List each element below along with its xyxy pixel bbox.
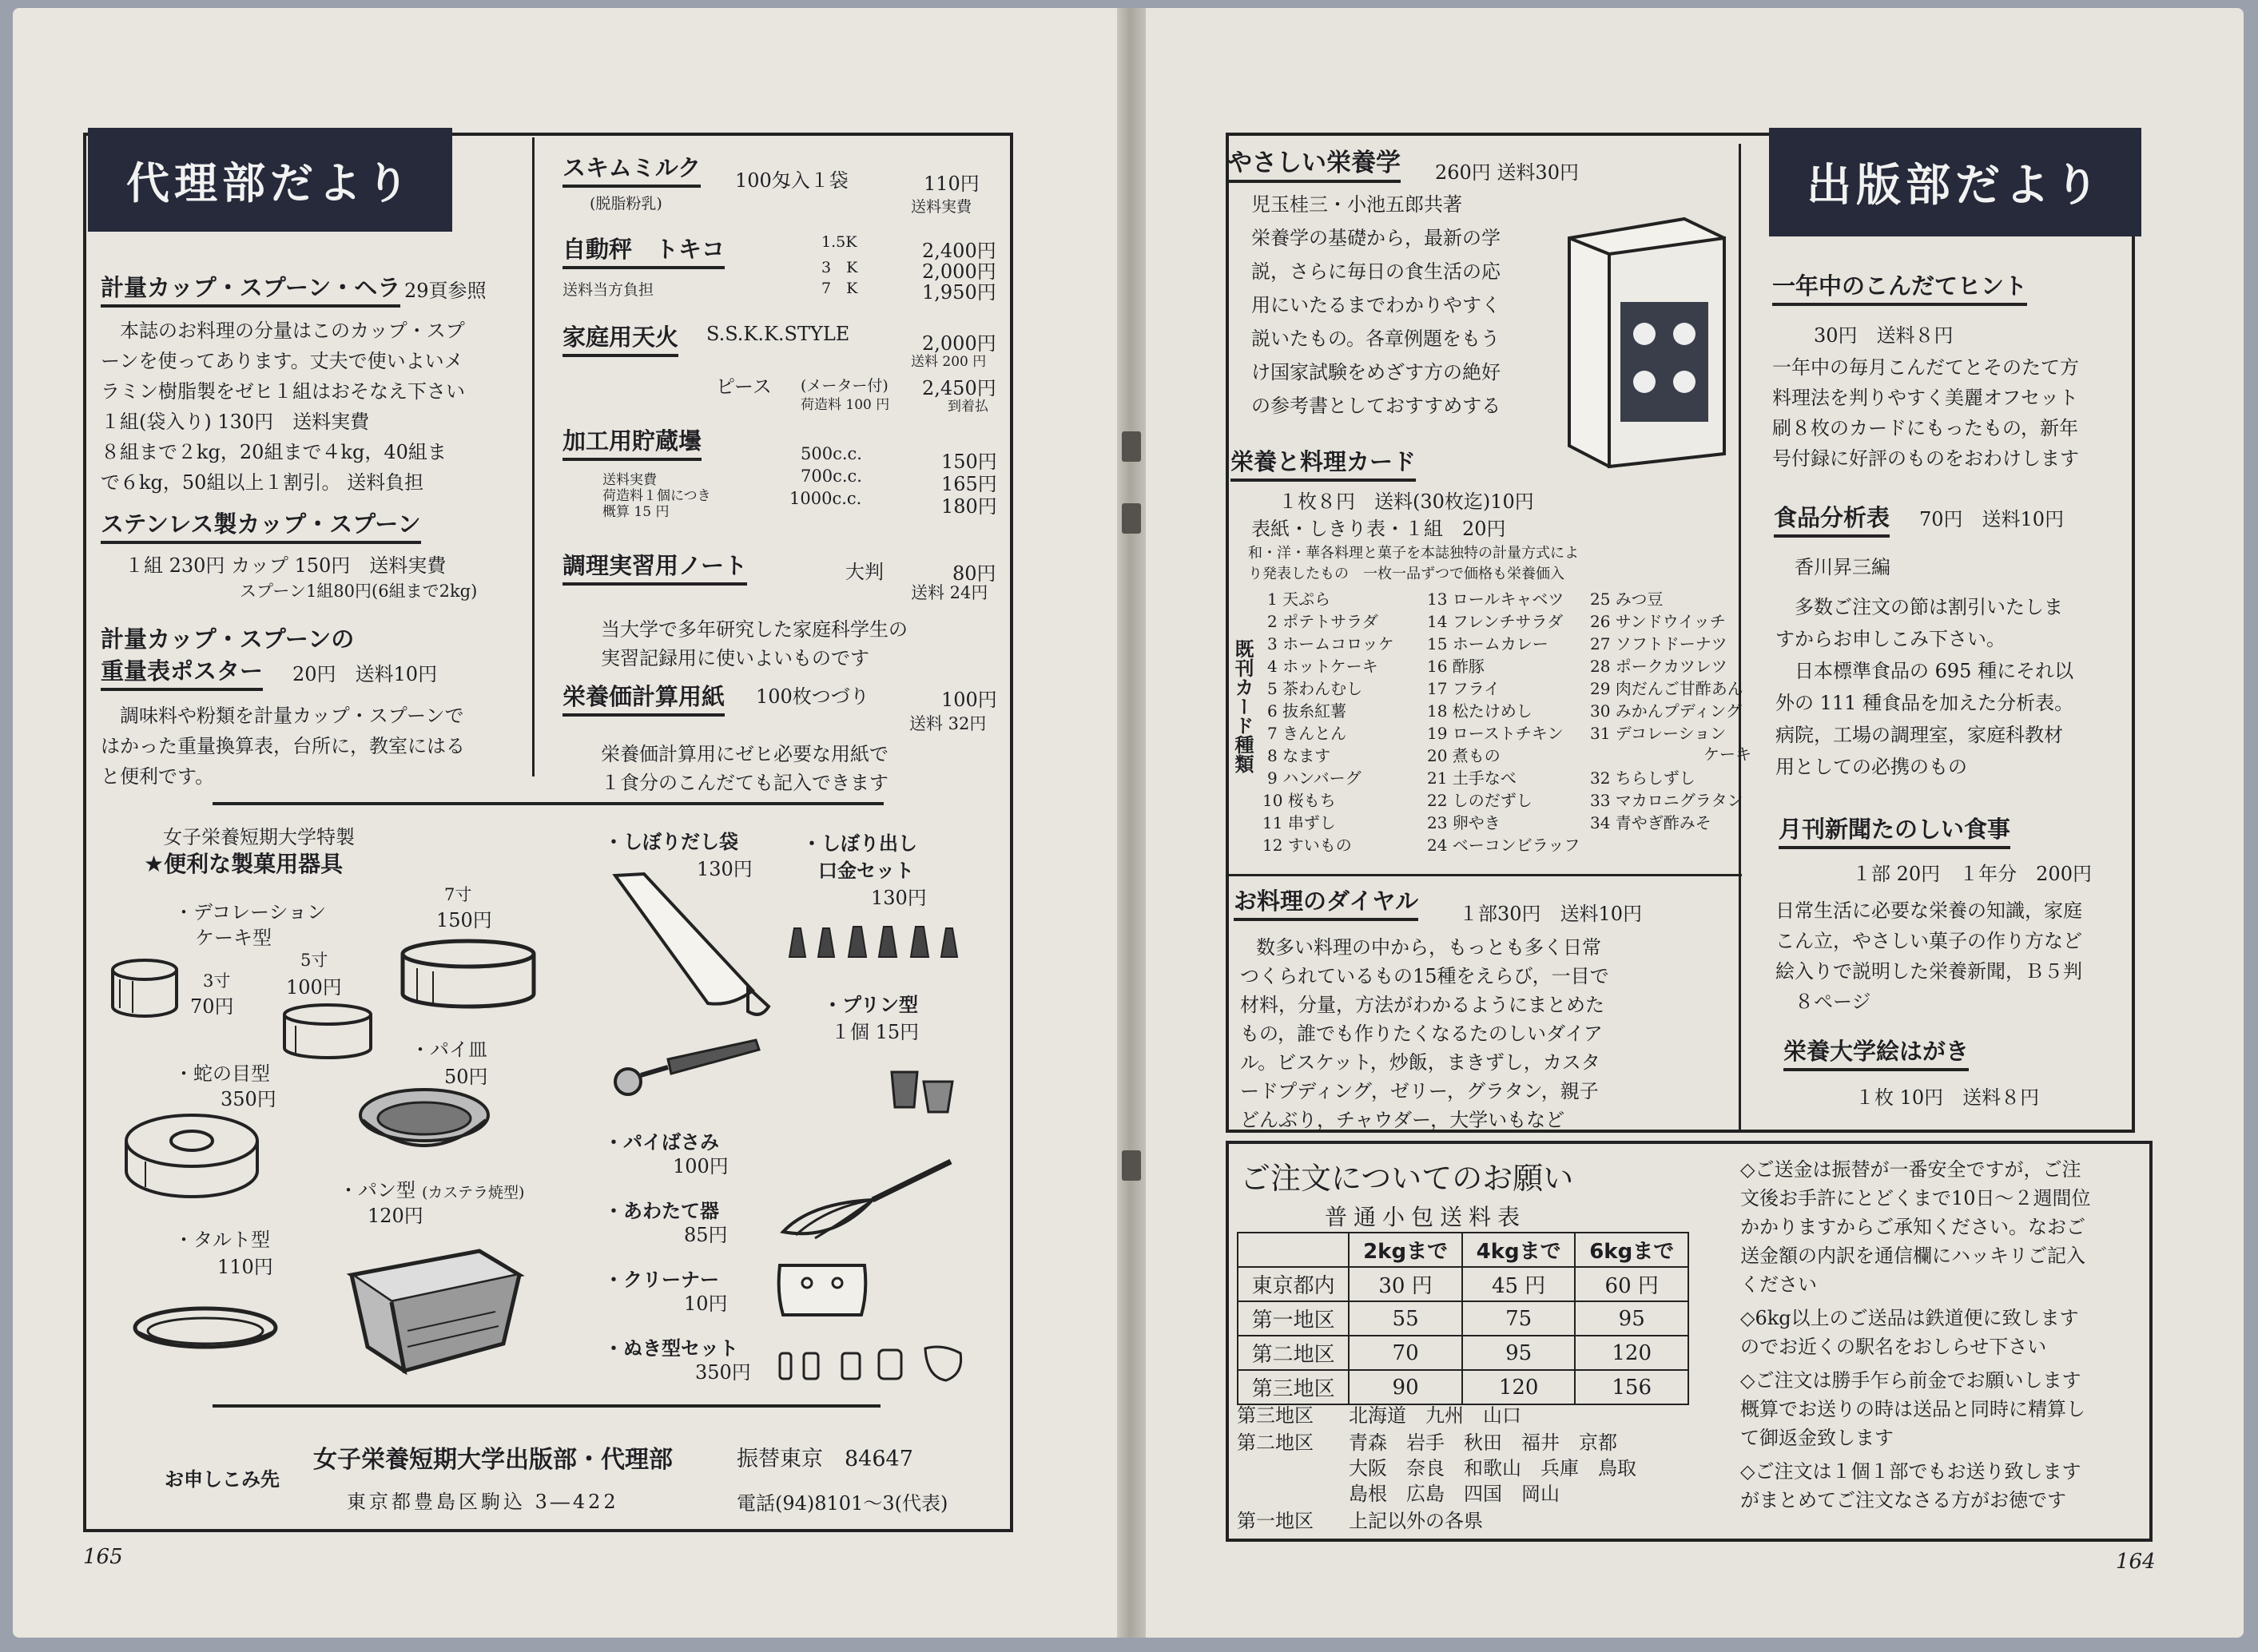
page-number-left: 165	[83, 1545, 123, 1569]
newspaper-price: １部 20円 １年分 200円	[1852, 863, 2092, 885]
analysis-author: 香川昇三編	[1795, 556, 1890, 578]
hint-title: 一年中のこんだてヒント	[1772, 268, 2027, 306]
table-row: 第二地区 70 95 120	[1238, 1336, 1688, 1370]
footer-org: 女子栄養短期大学出版部・代理部	[313, 1446, 673, 1474]
cleaner-icon	[775, 1261, 871, 1320]
book-spine	[1117, 8, 1146, 1638]
table-row: 東京都内 30 円 45 円 60 円	[1238, 1267, 1688, 1301]
tools-maker: 女子栄養短期大学特製	[163, 826, 355, 848]
cards-price2: 表紙・しきり表・１組 20円	[1251, 518, 1506, 540]
right-banner: 出版部だより	[1769, 128, 2141, 236]
pudding-mold-icon	[887, 1067, 959, 1115]
stove-price1: 2,000円	[922, 332, 996, 355]
stove-ship2: 荷造料 100 円	[801, 397, 890, 413]
cake-mold-7sun-icon	[398, 936, 539, 1016]
poster-price: 20円 送料10円	[292, 663, 438, 685]
shipping-table	[1237, 1232, 1689, 1405]
book-cover-icon	[1564, 214, 1732, 470]
scale-title: 自動秤 トキコ	[563, 232, 725, 269]
staple-icon	[1122, 431, 1141, 462]
stove-meter: (メーター付)	[801, 377, 888, 395]
notebook-title: 調理実習用ノート	[563, 548, 747, 586]
pie-dish-icon	[356, 1083, 492, 1166]
pie-cutter-icon	[612, 1035, 764, 1099]
book-authors: 児玉桂三・小池五郎共著	[1251, 193, 1462, 216]
skim-qty: 100匁入１袋	[735, 169, 849, 192]
skim-sub: (脱脂粉乳)	[590, 195, 662, 212]
footer-apply: お申しこみ先	[165, 1468, 280, 1491]
stove-model: S.S.K.K.STYLE	[706, 323, 850, 345]
dial-title: お料理のダイヤル	[1234, 884, 1418, 921]
notebook-size: 大判	[845, 561, 884, 583]
poster-title2: 重量表ポスター	[101, 653, 263, 691]
cards-note1: 和・洋・華各料理と菓子を本誌独特の計量方式によ	[1248, 545, 1579, 562]
measuring-ref: 29頁参照	[404, 280, 487, 302]
cards-title: 栄養と料理カード	[1230, 444, 1416, 482]
newspaper-title: 月刊新聞たのしい食事	[1779, 812, 2010, 849]
skim-title: スキムミルク	[563, 150, 701, 188]
cards-price1: １枚８円 送料(30枚迄)10円	[1278, 490, 1534, 513]
loaf-pan-icon	[344, 1243, 527, 1379]
staple-icon	[1122, 503, 1141, 534]
scale-ship: 送料当方負担	[563, 281, 654, 299]
postcard-price: １枚 10円 送料８円	[1855, 1086, 2040, 1109]
nozzle-set-icon	[783, 922, 967, 962]
stainless-line2: スプーン1組80円(6組まで2kg)	[240, 582, 478, 601]
analysis-title: 食品分析表	[1774, 500, 1890, 538]
order-title: ご注文についてのお願い	[1240, 1161, 1574, 1196]
skim-price: 110円	[924, 173, 980, 195]
storage-title: 加工用貯蔵壜	[563, 423, 702, 461]
table-row: 第一地区 55 75 95	[1238, 1301, 1688, 1336]
table-row: 2kgまで 4kgまで 6kgまで	[1238, 1233, 1688, 1267]
page-number-right: 164	[2116, 1550, 2156, 1574]
notebook-price: 80円	[952, 562, 996, 585]
calcpaper-title: 栄養価計算用紙	[563, 679, 725, 717]
calcpaper-price: 100円	[941, 689, 997, 711]
left-banner: 代理部だより	[88, 128, 452, 232]
footer-rule	[213, 1404, 881, 1408]
footer-furikae: 振替東京 84647	[737, 1447, 913, 1471]
footer-address: 東京都豊島区駒込 3―422	[347, 1491, 619, 1513]
analysis-price: 70円 送料10円	[1919, 508, 2065, 530]
column-divider	[532, 137, 535, 776]
postcard-title: 栄養大学絵はがき	[1783, 1034, 1969, 1071]
skim-ship: 送料実費	[911, 198, 972, 216]
tart-mold-icon	[131, 1301, 280, 1364]
table-row: 第三地区 90 120 156	[1238, 1370, 1688, 1404]
stove-price2: 2,450円	[922, 377, 996, 399]
staple-icon	[1122, 1150, 1141, 1181]
footer-phone: 電話(94)8101～3(代表)	[737, 1492, 948, 1515]
book-title: やさしい栄養学	[1227, 142, 1401, 183]
stove-piece: ピース	[716, 375, 772, 398]
right-column-divider	[1739, 144, 1741, 1131]
cake-mold-3sun-icon	[109, 955, 181, 1027]
stainless-title: ステンレス製カップ・スプーン	[101, 506, 421, 544]
stainless-line1: １組 230円 カップ 150円 送料実費	[125, 554, 447, 577]
book-price: 260円 送料30円	[1435, 161, 1579, 184]
cutter-set-icon	[775, 1342, 967, 1384]
hint-price: 30円 送料８円	[1814, 324, 1954, 347]
whisk-icon	[778, 1155, 954, 1243]
cards-side-label: 既刊カード種類	[1231, 639, 1254, 773]
janome-mold-icon	[121, 1109, 262, 1205]
order-table-title: 普通小包送料表	[1325, 1204, 1527, 1230]
divider-rule	[213, 802, 884, 805]
notebook-ship: 送料 24円	[911, 583, 988, 602]
tools-title: ★便利な製菓用器具	[144, 851, 344, 877]
poster-title1: 計量カップ・スプーンの	[101, 625, 355, 653]
piping-bag-icon	[612, 871, 772, 1023]
measuring-title: 計量カップ・スプーン・ヘラ	[101, 270, 400, 308]
calcpaper-qty: 100枚つづり	[756, 685, 869, 708]
calcpaper-ship: 送料 32円	[909, 714, 987, 733]
cards-note2: り発表したもの 一枚一品ずつで価格も栄養価入	[1248, 566, 1564, 582]
dial-price: １部30円 送料10円	[1459, 903, 1643, 925]
right-hrule	[1226, 874, 1742, 876]
cake-mold-5sun-icon	[280, 1002, 376, 1066]
stove-cod: 到着払	[948, 399, 988, 415]
stove-ship1: 送料 200 円	[911, 354, 987, 370]
stove-title: 家庭用天火	[563, 320, 678, 357]
